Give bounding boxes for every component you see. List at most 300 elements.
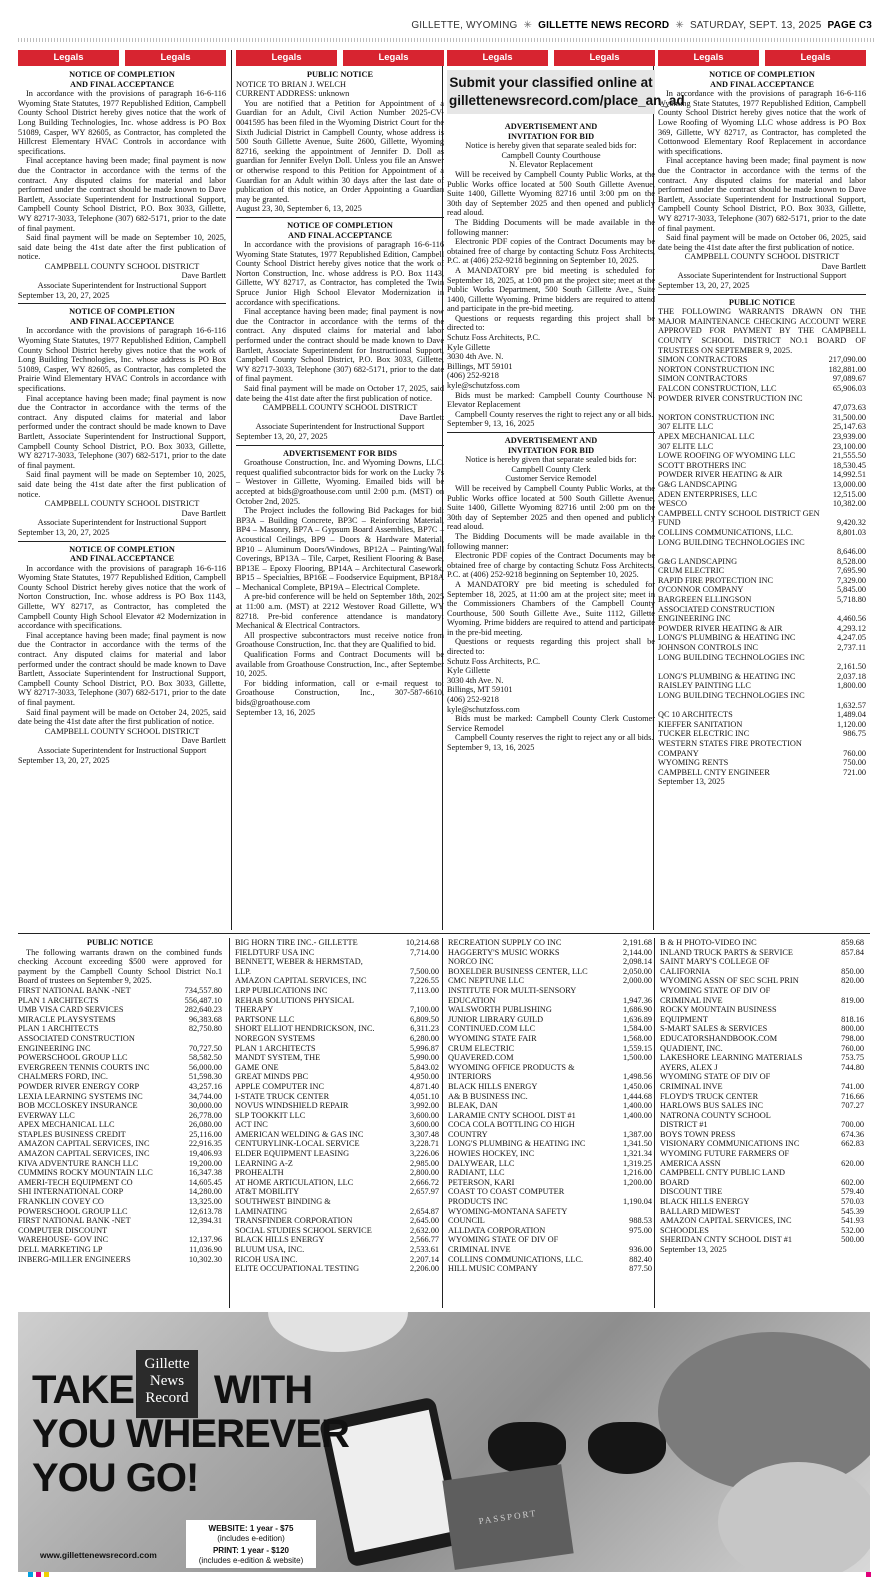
payee: ASSOCIATED CONSTRUCTION [18, 1033, 135, 1043]
amount: 5,718.80 [836, 595, 866, 605]
payee: APEX MECHANICAL LLC [18, 1120, 115, 1130]
amount: 1,500.00 [622, 1053, 652, 1063]
masthead-line: GILLETTE, WYOMING ✳ GILLETTE NEWS RECORD ✳ SATURDAY, SEPT. 13, 2025 PAGE C3 [411, 20, 872, 31]
warrant-row [235, 1015, 439, 1025]
payee: MIRACLE PLAYSYSTEMS [18, 1014, 116, 1024]
warrant-row [18, 1130, 222, 1140]
warrant-row [448, 1226, 652, 1236]
warrant-row [658, 374, 866, 384]
payee: LAMINATING [235, 1206, 288, 1216]
payee [658, 662, 837, 672]
payee: MANDT SYSTEM, THE [235, 1053, 321, 1063]
payee: PETERSON, KARI [448, 1177, 515, 1187]
warrant-row [18, 1015, 222, 1025]
payee: I-STATE TRUCK CENTER [235, 1091, 330, 1101]
payee: POWERSCHOOL GROUP LLC [18, 1053, 128, 1063]
payee: SCHOODLES [660, 1225, 709, 1235]
warrant-row [658, 355, 866, 365]
amount: 1,387.00 [622, 1129, 652, 1139]
payee: RECREATION SUPPLY CO INC [448, 938, 562, 947]
amount: 2,737.11 [837, 643, 866, 653]
payee: LAKESHORE LEARNING MATERIALS [660, 1053, 803, 1063]
amount: 8,528.00 [836, 556, 866, 566]
amount: 25,147.63 [832, 422, 866, 432]
amount: 500.00 [841, 1235, 864, 1245]
warrants-column-1: PUBLIC NOTICE The following warrants drawn on the combined funds checking Account exceeding $500 were approved for payment by the Campbell County School District No.1 Board of trustees on September 9, 2025. FIRST NATIONAL BANK -NET 734,557.80 PLAN 1 ARCHITECTS 556,487.10 UMB VISA CARD SERVICES 282,640.23 MIRACLE PLAYSYSTEMS 96,383.68 PLAN 1 ARCHITECTS 82,750.80 ASSOCIATED CONSTRUCTION ENGINEERING INC 70,727.50 POWERSCHOOL GROUP LLC 58,582.50 EVERGREEN TENNIS COURTS INC 56,000.00 CHALMERS FORD, INC. 51,598.30 POWDER RIVER ENERGY CORP 43,257.16 LEXIA LEARNING SYSTEMS INC 34,744.00 BOB MCCLOSKEY INSURANCE 30,000.00 EVERWAY LLC 26,778.00 APEX MECHANICAL LLC 26,080.00 STAPLES BUSINESS CREDIT 25,116.00 AMAZON CAPITAL SERVICES, INC 22,916.35 AMAZON CAPITAL SERVICES, INC 19,406.93 KIVA ADVENTURE RANCH LLC 19,200.00 CUMMINS ROCKY MOUNTAIN LLC 16,347.38 AMERI-TECH EQUIPMENT CO 14,605.45 SHI INTERNATIONAL CORP 14,280.00 FRANKLIN COVEY CO 13,325.00 POWERSCHOOL GROUP LLC 12,613.78 FIRST NATIONAL BANK -NET 12,394.31 COMPUTER DISCOUNT WAREHOUSE- GOV INC 12,137.96 DELL MARKETING LP 11,036.90 INBERG-MILLER ENGINEERS 10,302.30 [18, 938, 222, 1264]
payee: BOXELDER BUSINESS CENTER, LLC [448, 966, 588, 976]
warrant-row [658, 633, 866, 643]
warrant-row [660, 1063, 864, 1073]
payee: KIEFFER SANITATION [658, 719, 743, 729]
amount: 1,319.25 [622, 1158, 652, 1168]
warrant-row [658, 470, 866, 480]
warrant-row [660, 1178, 864, 1188]
payee: ELITE OCCUPATIONAL TESTING [235, 1264, 360, 1274]
payee: TUCKER ELECTRIC INC [658, 729, 750, 739]
payee: REHAB SOLUTIONS PHYSICAL [235, 995, 354, 1005]
amount: 217,090.00 [828, 355, 866, 365]
amount: 2,161.50 [836, 662, 866, 672]
amount: 760.00 [841, 1043, 864, 1053]
payee: ENGINEERING INC [18, 1043, 91, 1053]
payee: INSTITUTE FOR MULTI-SENSORY [448, 985, 577, 995]
payee: SHI INTERNATIONAL CORP [18, 1187, 124, 1197]
payee: LLP. [235, 966, 251, 976]
payee: POWERSCHOOL GROUP LLC [18, 1206, 128, 1216]
payee: DELL MARKETING LP [18, 1245, 103, 1254]
payee: SIMON CONTRACTORS [658, 355, 748, 365]
payee: S-MART SALES & SERVICES [660, 1024, 768, 1034]
payee: G&G LANDSCAPING [658, 479, 738, 489]
payee: APEX MECHANICAL LLC [658, 431, 755, 441]
warrant-row [235, 1245, 439, 1255]
masthead-date: SATURDAY, SEPT. 13, 2025 [689, 20, 822, 31]
payee: BOYS TOWN PRESS [660, 1129, 736, 1139]
warrant-row [658, 576, 866, 586]
warrant-row [658, 614, 866, 624]
amount: 857.84 [841, 947, 864, 957]
warrant-row [660, 1092, 864, 1102]
registration-mark [28, 1572, 33, 1577]
warrant-row [18, 1101, 222, 1111]
warrant-row [448, 1235, 652, 1245]
amount: 975.00 [629, 1225, 652, 1235]
warrant-row [18, 1120, 222, 1130]
warrant-row [448, 1197, 652, 1207]
warrant-row [658, 701, 866, 711]
warrant-row [235, 1168, 439, 1178]
payee: INTERIORS [448, 1072, 492, 1082]
amount: 23,100.00 [832, 441, 866, 451]
warrant-row [18, 1005, 222, 1015]
payee: WYOMING STATE FAIR [448, 1033, 537, 1043]
payee: PLAN 1 ARCHITECTS [18, 1024, 99, 1034]
warrant-row [658, 739, 866, 749]
amount: 4,871.40 [409, 1081, 439, 1091]
payee: JUNIOR LIBRARY GUILD [448, 1014, 544, 1024]
amount: 7,226.55 [409, 976, 439, 986]
warrant-row [18, 1063, 222, 1073]
warrant-row [658, 749, 866, 759]
warrant-row [448, 976, 652, 986]
warrant-row [660, 1197, 864, 1207]
notice-completion-hillcrest: NOTICE OF COMPLETION AND FINAL ACCEPTANCE In accordance with the provisions of paragraph 16-6-116 Wyoming State Statutes, 1977 Republished Edition, Campbell County School District hereby gives notice that the work of Long Building Technologies, Inc. whose address is PO Box 51089, Casper, WY 82605, as Contractor, has completed the Hillcrest Elementary HVAC Controls in accordance with specifications. Final acceptance having been made; final payment is now due the Contractor in accordance with the terms of the contract. Any disputed claims for material and labor performed under the contract should be made known to Dave Bartlett, Associate Superintendent for Instructional Support, Campbell County School District, P.O. Box 3033, Gillette, WY 82717-3033, Telephone (307) 682-5171, prior to the date of final payment. Said final payment will be made on September 10, 2025, said date being the 41st date after the first publication of notice. CAMPBELL COUNTY SCHOOL DISTRICT Dave Bartlett Associate Superintendent for Instructional Support September 13, 20, 27, 2025 NOTICE OF COMPLETION AND FINAL ACCEPTANCE In accordance with the provisions of paragraph 16-6-116 Wyoming State Statutes, 1977 Republished Edition, Campbell County School District hereby gives notice that the work of Long Building Technologies, Inc. whose address is PO Box 51089, Casper, WY 82605, as Contractor, has completed the Prairie Wind Elementary HVAC Controls in accordance with specifications. Final acceptance having been made; final payment is now due the Contractor in accordance with the terms of the contract. Any disputed claims for material and labor performed under the contract should be made known to Dave Bartlett, Associate Superintendent for Instructional Support, Campbell County School District, P.O. Box 3033, Gillette, WY 82717-3033, Telephone (307) 682-5171, prior to the date of final payment. Said final payment will be made on September 10, 2025, said date being the 41st date after the first publication of notice. CAMPBELL COUNTY SCHOOL DISTRICT Dave Bartlett Associate Superintendent for Instructional Support September 13, 20, 27, 2025 NOTICE OF COMPLETION AND FINAL ACCEPTANCE In accordance with the provisions of paragraph 16-6-116 Wyoming State Statutes, 1977 Republished Edition, Campbell County School District hereby gives notice that the work of Norton Construction, Inc. whose address is PO Box 1143, Gillette, WY 82717, as Contractor, has completed the Campbell County High School Elevator #2 Modernization in accordance with specifications. Final acceptance having been made; final payment is now due the Contractor in accordance with the terms of the contract. Any disputed claims for material and labor performed under the contract should be made known to Dave Bartlett, Associate Superintendent for Instructional Support, Campbell County School District, P.O. Box 3033, Gillette, WY 82717-3033, Telephone (307) 682-5171, prior to the date of final payment. Said final payment will be made on October 24, 2025, said date being the 41st date after the first publication of notice. CAMPBELL COUNTY SCHOOL DISTRICT Dave Bartlett Associate Superintendent for Instructional Support September 13, 20, 27, 2025 [18, 70, 226, 765]
warrant-row [660, 1101, 864, 1111]
warrant-row [448, 1207, 652, 1217]
amount: 760.00 [843, 748, 866, 758]
warrant-row [658, 422, 866, 432]
warrant-row [448, 1034, 652, 1044]
legals-tab[interactable]: Legals [658, 50, 759, 66]
payee: COUNCIL [448, 1216, 485, 1226]
amount: 6,311.23 [410, 1024, 439, 1034]
website-link[interactable]: www.gillettenewsrecord.com [40, 1550, 157, 1560]
legals-tab[interactable]: Legals [554, 50, 655, 66]
payee: AMAZON CAPITAL SERVICES, INC [18, 1139, 150, 1149]
amount: 4,293.12 [836, 623, 866, 633]
payee: WESTERN STATES FIRE PROTECTION [658, 738, 802, 748]
legals-tab[interactable]: Legals [236, 50, 337, 66]
amount: 707.27 [841, 1101, 864, 1111]
amount: 882.40 [629, 1254, 652, 1264]
payee: LRP PUBLICATIONS INC [235, 985, 328, 995]
amount: 579.40 [841, 1187, 864, 1197]
warrant-row [658, 758, 866, 768]
amount: 5,996.87 [409, 1043, 439, 1053]
payee: SOCIAL STUDIES SCHOOL SERVICE [235, 1225, 372, 1235]
warrant-row [658, 547, 866, 557]
payee: AT HOME ARTICULATION, LLC [235, 1177, 354, 1187]
amount: 13,000.00 [832, 479, 866, 489]
amount: 988.53 [629, 1216, 652, 1226]
payee: CRIMINAL INVE [448, 1245, 511, 1254]
payee: WAREHOUSE- GOV INC [18, 1235, 109, 1245]
payee: SCOTT BROTHERS INC [658, 460, 746, 470]
amount: 96,383.68 [188, 1014, 222, 1024]
warrant-row [235, 1005, 439, 1015]
payee: PARTSONE LLC [235, 1014, 295, 1024]
warrant-row [448, 1092, 652, 1102]
warrant-row [18, 1255, 222, 1265]
warrant-row [660, 1187, 864, 1197]
warrant-row [448, 986, 652, 996]
payee: BLACK HILLS ENERGY [660, 1197, 750, 1207]
amount: 10,382.00 [832, 499, 866, 509]
payee: SHERIDAN CNTY SCHOOL DIST #1 [660, 1235, 792, 1245]
warrant-row [658, 566, 866, 576]
warrant-row [18, 1216, 222, 1226]
payee: G&G LANDSCAPING [658, 556, 738, 566]
amount: 3,307.48 [409, 1129, 439, 1139]
warrant-row [660, 1159, 864, 1169]
warrant-row [235, 1149, 439, 1159]
warrant-row [235, 1101, 439, 1111]
amount: 14,605.45 [188, 1177, 222, 1187]
amount: 716.66 [841, 1091, 864, 1101]
payee: BALLARD MIDWEST [660, 1206, 740, 1216]
warrant-row [448, 1187, 652, 1197]
warrant-row [448, 1255, 652, 1265]
warrant-row [235, 938, 439, 948]
amount: 986.75 [843, 729, 866, 739]
payee: SLP TOOKKIT LLC [235, 1110, 306, 1120]
warrant-row [658, 624, 866, 634]
warrant-row [18, 1072, 222, 1082]
payee: CENTURYLINK-LOCAL SERVICE [235, 1139, 360, 1149]
payee: POWDER RIVER ENERGY CORP [18, 1081, 140, 1091]
combined-funds-warrants [18, 938, 870, 1308]
warrant-row [660, 976, 864, 986]
payee: NATRONA COUNTY SCHOOL [660, 1110, 771, 1120]
warrant-row [660, 1005, 864, 1015]
payee: LONG BUILDING TECHNOLOGIES INC [658, 652, 805, 662]
amount: 19,406.93 [188, 1149, 222, 1159]
warrant-row [660, 1072, 864, 1082]
registration-mark [866, 1572, 871, 1577]
amount: 4,247.05 [836, 633, 866, 643]
payee: QUADIENT, INC. [660, 1043, 723, 1053]
payee: FRANKLIN COVEY CO [18, 1197, 104, 1207]
payee: COMPUTER DISCOUNT [18, 1225, 108, 1235]
amount: 1,450.06 [622, 1081, 652, 1091]
payee: EDUCATION [448, 995, 496, 1005]
warrant-row [448, 1015, 652, 1025]
amount: 4,950.00 [409, 1072, 439, 1082]
warrant-row [448, 1053, 652, 1063]
legals-tab[interactable]: Legals [765, 50, 866, 66]
warrant-row [448, 1072, 652, 1082]
warrant-row [448, 1044, 652, 1054]
warrant-row [18, 1226, 222, 1236]
payee: AMAZON CAPITAL SERVICES, INC [18, 1149, 150, 1159]
amount: 10,302.30 [188, 1254, 222, 1264]
warrant-row [660, 967, 864, 977]
warrant-row [235, 1044, 439, 1054]
warrant-row [658, 672, 866, 682]
amount: 182,881.00 [828, 364, 866, 374]
warrant-row [448, 1264, 652, 1274]
amount: 5,843.02 [409, 1062, 439, 1072]
amount: 2,206.00 [409, 1264, 439, 1274]
warrants-column-3 [448, 938, 652, 1274]
warrant-row [660, 1130, 864, 1140]
warrant-row [660, 1111, 864, 1121]
amount: 3,226.06 [409, 1149, 439, 1159]
amount: 1,216.00 [622, 1168, 652, 1178]
amount: 25,116.00 [189, 1129, 222, 1139]
payee: LONG'S PLUMBING & HEATING INC [658, 671, 796, 681]
warrant-row [658, 681, 866, 691]
warrant-row [658, 384, 866, 394]
column-divider [229, 938, 230, 1308]
subscription-prices[interactable]: WEBSITE: 1 year - $75 (includes e-edition) PRINT: 1 year - $120 (includes e-edition & website) [186, 1520, 316, 1568]
payee: GREAT MINDS PBC [235, 1072, 309, 1082]
payee: ENGINEERING INC [658, 614, 731, 624]
warrant-row [235, 1053, 439, 1063]
payee: RAPID FIRE PROTECTION INC [658, 575, 774, 585]
section-divider [18, 933, 870, 934]
warrant-row [660, 1044, 864, 1054]
payee: JOHNSON CONTROLS INC [658, 643, 759, 653]
amount: 2,666.72 [409, 1177, 439, 1187]
amount: 34,744.00 [188, 1091, 222, 1101]
warrant-row [235, 1226, 439, 1236]
amount: 1,498.56 [622, 1072, 652, 1082]
warrant-row [235, 967, 439, 977]
amount: 800.00 [841, 1024, 864, 1034]
amount: 12,137.96 [188, 1235, 222, 1245]
amount: 753.75 [841, 1053, 864, 1063]
payee: AMERICAN WELDING & GAS INC [235, 1129, 364, 1139]
payee: RICOH USA INC. [235, 1254, 298, 1264]
payee: SIMON CONTRACTORS [658, 374, 748, 384]
warrant-row [660, 948, 864, 958]
payee: COLLINS COMMUNICATIONS, LLC. [658, 527, 794, 537]
legals-tab[interactable]: Legals [125, 50, 226, 66]
warrant-row [658, 662, 866, 672]
warrant-row [660, 1216, 864, 1226]
subscription-promo[interactable] [18, 1312, 870, 1572]
amount: 70,727.50 [188, 1043, 222, 1053]
warrant-row [658, 451, 866, 461]
payee [658, 547, 837, 557]
amount: 877.50 [629, 1264, 652, 1274]
warrant-row [235, 1139, 439, 1149]
warrant-row [235, 1159, 439, 1169]
warrant-row [448, 1216, 652, 1226]
amount: 1,444.68 [622, 1091, 652, 1101]
payee: STAPLES BUSINESS CREDIT [18, 1129, 126, 1139]
amount: 1,400.00 [622, 1110, 652, 1120]
amount: 4,460.56 [836, 614, 866, 624]
payee: PROHEALTH [235, 1168, 284, 1178]
legals-tab[interactable]: Legals [343, 50, 444, 66]
warrant-row [448, 1130, 652, 1140]
payee: APPLE COMPUTER INC [235, 1081, 324, 1091]
amount: 7,500.00 [409, 966, 439, 976]
amount: 700.00 [841, 1120, 864, 1130]
payee: FLOYD'S TRUCK CENTER [660, 1091, 759, 1101]
warrant-row [448, 1245, 652, 1255]
warrant-row [658, 461, 866, 471]
payee: DISCOUNT TIRE [660, 1187, 723, 1197]
amount: 82,750.80 [188, 1024, 222, 1034]
amount: 7,113.00 [410, 985, 439, 995]
legals-tab[interactable]: Legals [447, 50, 548, 66]
payee: BLACK HILLS ENERGY [448, 1081, 538, 1091]
amount: 47,073.63 [832, 403, 866, 413]
amount: 21,555.50 [832, 451, 866, 461]
amount: 3,992.00 [409, 1101, 439, 1111]
payee: ACT INC [235, 1120, 268, 1130]
payee: GAME ONE [235, 1062, 279, 1072]
payee: NOVUS WINDSHIELD REPAIR [235, 1101, 349, 1111]
amount: 26,080.00 [188, 1120, 222, 1130]
amount: 12,394.31 [188, 1216, 222, 1226]
amount: 936.00 [629, 1245, 652, 1254]
warrant-row [235, 976, 439, 986]
warrant-row [18, 1187, 222, 1197]
column-4 [658, 50, 866, 787]
amount: 5,990.00 [409, 1053, 439, 1063]
warrant-row [235, 1024, 439, 1034]
payee: UMB VISA CARD SERVICES [18, 1005, 124, 1015]
passport-image: PASSPORT [442, 1464, 573, 1570]
amount: 1,568.00 [622, 1033, 652, 1043]
payee: KIVA ADVENTURE RANCH LLC [18, 1158, 139, 1168]
payee: FUND [658, 518, 681, 528]
payee: VISIONARY COMMUNICATIONS INC [660, 1139, 800, 1149]
payee: LONG BUILDING TECHNOLOGIES INC [658, 691, 805, 700]
payee: COCA COLA BOTTLING CO HIGH [448, 1120, 575, 1130]
warrant-row [18, 1139, 222, 1149]
amount: 734,557.80 [184, 985, 222, 995]
masthead-paper-name: GILLETTE NEWS RECORD [538, 20, 670, 31]
amount: 532.00 [841, 1225, 864, 1235]
amount: 1,400.00 [622, 1101, 652, 1111]
amount: 3,228.71 [409, 1139, 439, 1149]
warrant-row [660, 1082, 864, 1092]
payee: EVERWAY LLC [18, 1110, 75, 1120]
payee: LEARNING A-Z [235, 1158, 293, 1168]
payee: WYOMING-MONTANA SAFETY [448, 1206, 568, 1216]
amount: 282,640.23 [184, 1005, 222, 1015]
payee: POWDER RIVER HEATING & AIR [658, 470, 783, 480]
warrant-row [658, 442, 866, 452]
warrant-row [235, 1235, 439, 1245]
amount: 2,050.00 [622, 966, 652, 976]
payee: HILL MUSIC COMPANY [448, 1264, 538, 1274]
amount: 12,515.00 [832, 489, 866, 499]
amount: 2,144.00 [622, 947, 652, 957]
payee: PLAN 1 ARCHITECTS [18, 995, 99, 1005]
legals-tab[interactable]: Legals [18, 50, 119, 66]
warrant-row [18, 1197, 222, 1207]
payee: AMAZON CAPITAL SERVICES, INC [660, 1216, 792, 1226]
amount: 12,613.78 [188, 1206, 222, 1216]
warrant-row [448, 1178, 652, 1188]
warrant-row [235, 1034, 439, 1044]
amount: 819.00 [841, 995, 864, 1005]
payee: WYOMING STATE OF DIV OF [448, 1235, 559, 1245]
payee: WESCO [658, 499, 688, 509]
warrant-row [235, 957, 439, 967]
warrant-row [660, 1139, 864, 1149]
payee [658, 403, 833, 413]
warrant-row [660, 957, 864, 967]
payee: ALLDATA CORPORATION [448, 1225, 546, 1235]
amount: 3,600.00 [409, 1110, 439, 1120]
amount: 744.80 [841, 1062, 864, 1072]
payee: BLEAK, DAN [448, 1101, 498, 1111]
masthead-location: GILLETTE, WYOMING [411, 20, 518, 31]
notice-completion-cottonwood: NOTICE OF COMPLETION AND FINAL ACCEPTANCE In accordance with the provisions of paragraph 16-6-116 Wyoming State Statutes, 1977 Republished Edition, Campbell County School District hereby gives notice that the work of Lowe Roofing of Wyoming LLC whose address is PO Box 369, Gillette, WY 82717, as Contractor, has completed the Cottonwood Elementary Roof Replacement in accordance with specifications. Final acceptance having been made; final payment is now due the Contractor in accordance with the terms of the contract. Any disputed claims for material and labor performed under the contract should be made known to Dave Bartlett, Associate Superintendent for Instructional Support, Campbell County School District, P.O. Box 3033, Gillette, WY 82717-3033, Telephone (307) 682-5171, prior to the date of final payment. Said final payment will be made on October 06, 2025, said date being the 41st date after the first publication of notice. CAMPBELL COUNTY SCHOOL DISTRICT Dave Bartlett Associate Superintendent for Instructional Support September 13, 20, 27, 2025 PUBLIC NOTICE THE FOLLOWING WARRANTS DRAWN ON THE MAJOR MAINTENANCE CHECKING ACCOUNT WERE APPROVED FOR PAYMENT BY THE CAMPBELL COUNTY SCHOOL DISTRICT NO.1 BOARD OF TRUSTEES ON SEPTEMBER 9, 2025. SIMON CONTRACTORS 217,090.00 NORTON CONSTRUCTION INC 182,881.00 SIMON CONTRACTORS 97,089.67 FALCON CONSTRUCTION, LLC 65,906.03 POWDER RIVER CONSTRUCTION INC 47,073.63 NORTON CONSTRUCTION INC 31,500.00 307 ELITE LLC 25,147.63 APEX MECHANICAL LLC 23,939.00 307 ELITE LLC 23,100.00 LOWE ROOFING OF WYOMING LLC 21,555.50 SCOTT BROTHERS INC 18,530.45 POWDER RIVER HEATING & AIR 14,992.51 G&G LANDSCAPING 13,000.00 ADEN ENTERPRISES, LLC 12,515.00 WESCO 10,382.00 CAMPBELL CNTY SCHOOL DISTRICT GEN FUND 9,420.32 COLLINS COMMUNICATIONS, LLC. 8,801.03 LONG BUILDING TECHNOLOGIES INC 8,646.00 G&G LANDSCAPING 8,528.00 CRUM ELECTRIC 7,695.90 RAPID FIRE PROTECTION INC 7,329.00 O'CONNOR COMPANY 5,845.00 BARGREEN ELLINGSON 5,718.80 ASSOCIATED CONSTRUCTION ENGINEERING INC 4,460.56 POWDER RIVER HEATING & AIR 4,293.12 LONG'S PLUMBING & HEATING INC 4,247.05 JOHNSON CONTROLS INC 2,737.11 LONG BUILDING TECHNOLOGIES INC 2,161.50 LONG'S PLUMBING & HEATING INC 2,037.18 RAISLEY PAINTING LLC 1,800.00 LONG BUILDING TECHNOLOGIES INC 1,632.57 QC 10 ARCHITECTS 1,489.04 KIEFFER SANITATION 1,120.00 TUCKER ELECTRIC INC 986.75 WESTERN STATES FIRE PROTECTION COMPANY 760.00 WYOMING RENTS 750.00 CAMPBELL CNTY ENGINEER 721.00 September 13, 2025 [658, 70, 866, 787]
warrant-row [658, 691, 866, 701]
amount: 1,321.34 [622, 1149, 652, 1159]
warrant-row [18, 1178, 222, 1188]
amount: 545.39 [841, 1206, 864, 1216]
classified-online-ad[interactable]: Submit your classified online at gillettenewsrecord.com/place_an_ad [447, 70, 655, 114]
payee: CHALMERS FORD, INC. [18, 1072, 108, 1082]
amount: 3,600.00 [409, 1120, 439, 1130]
amount: 674.36 [841, 1129, 864, 1139]
warrant-row [235, 1187, 439, 1197]
payee: CRIMINAL INVE [660, 1081, 723, 1091]
amount: 750.00 [843, 758, 866, 768]
payee: FIRST NATIONAL BANK -NET [18, 1216, 131, 1226]
amount: 1,947.36 [622, 995, 652, 1005]
amount: 2,657.97 [409, 1187, 439, 1197]
